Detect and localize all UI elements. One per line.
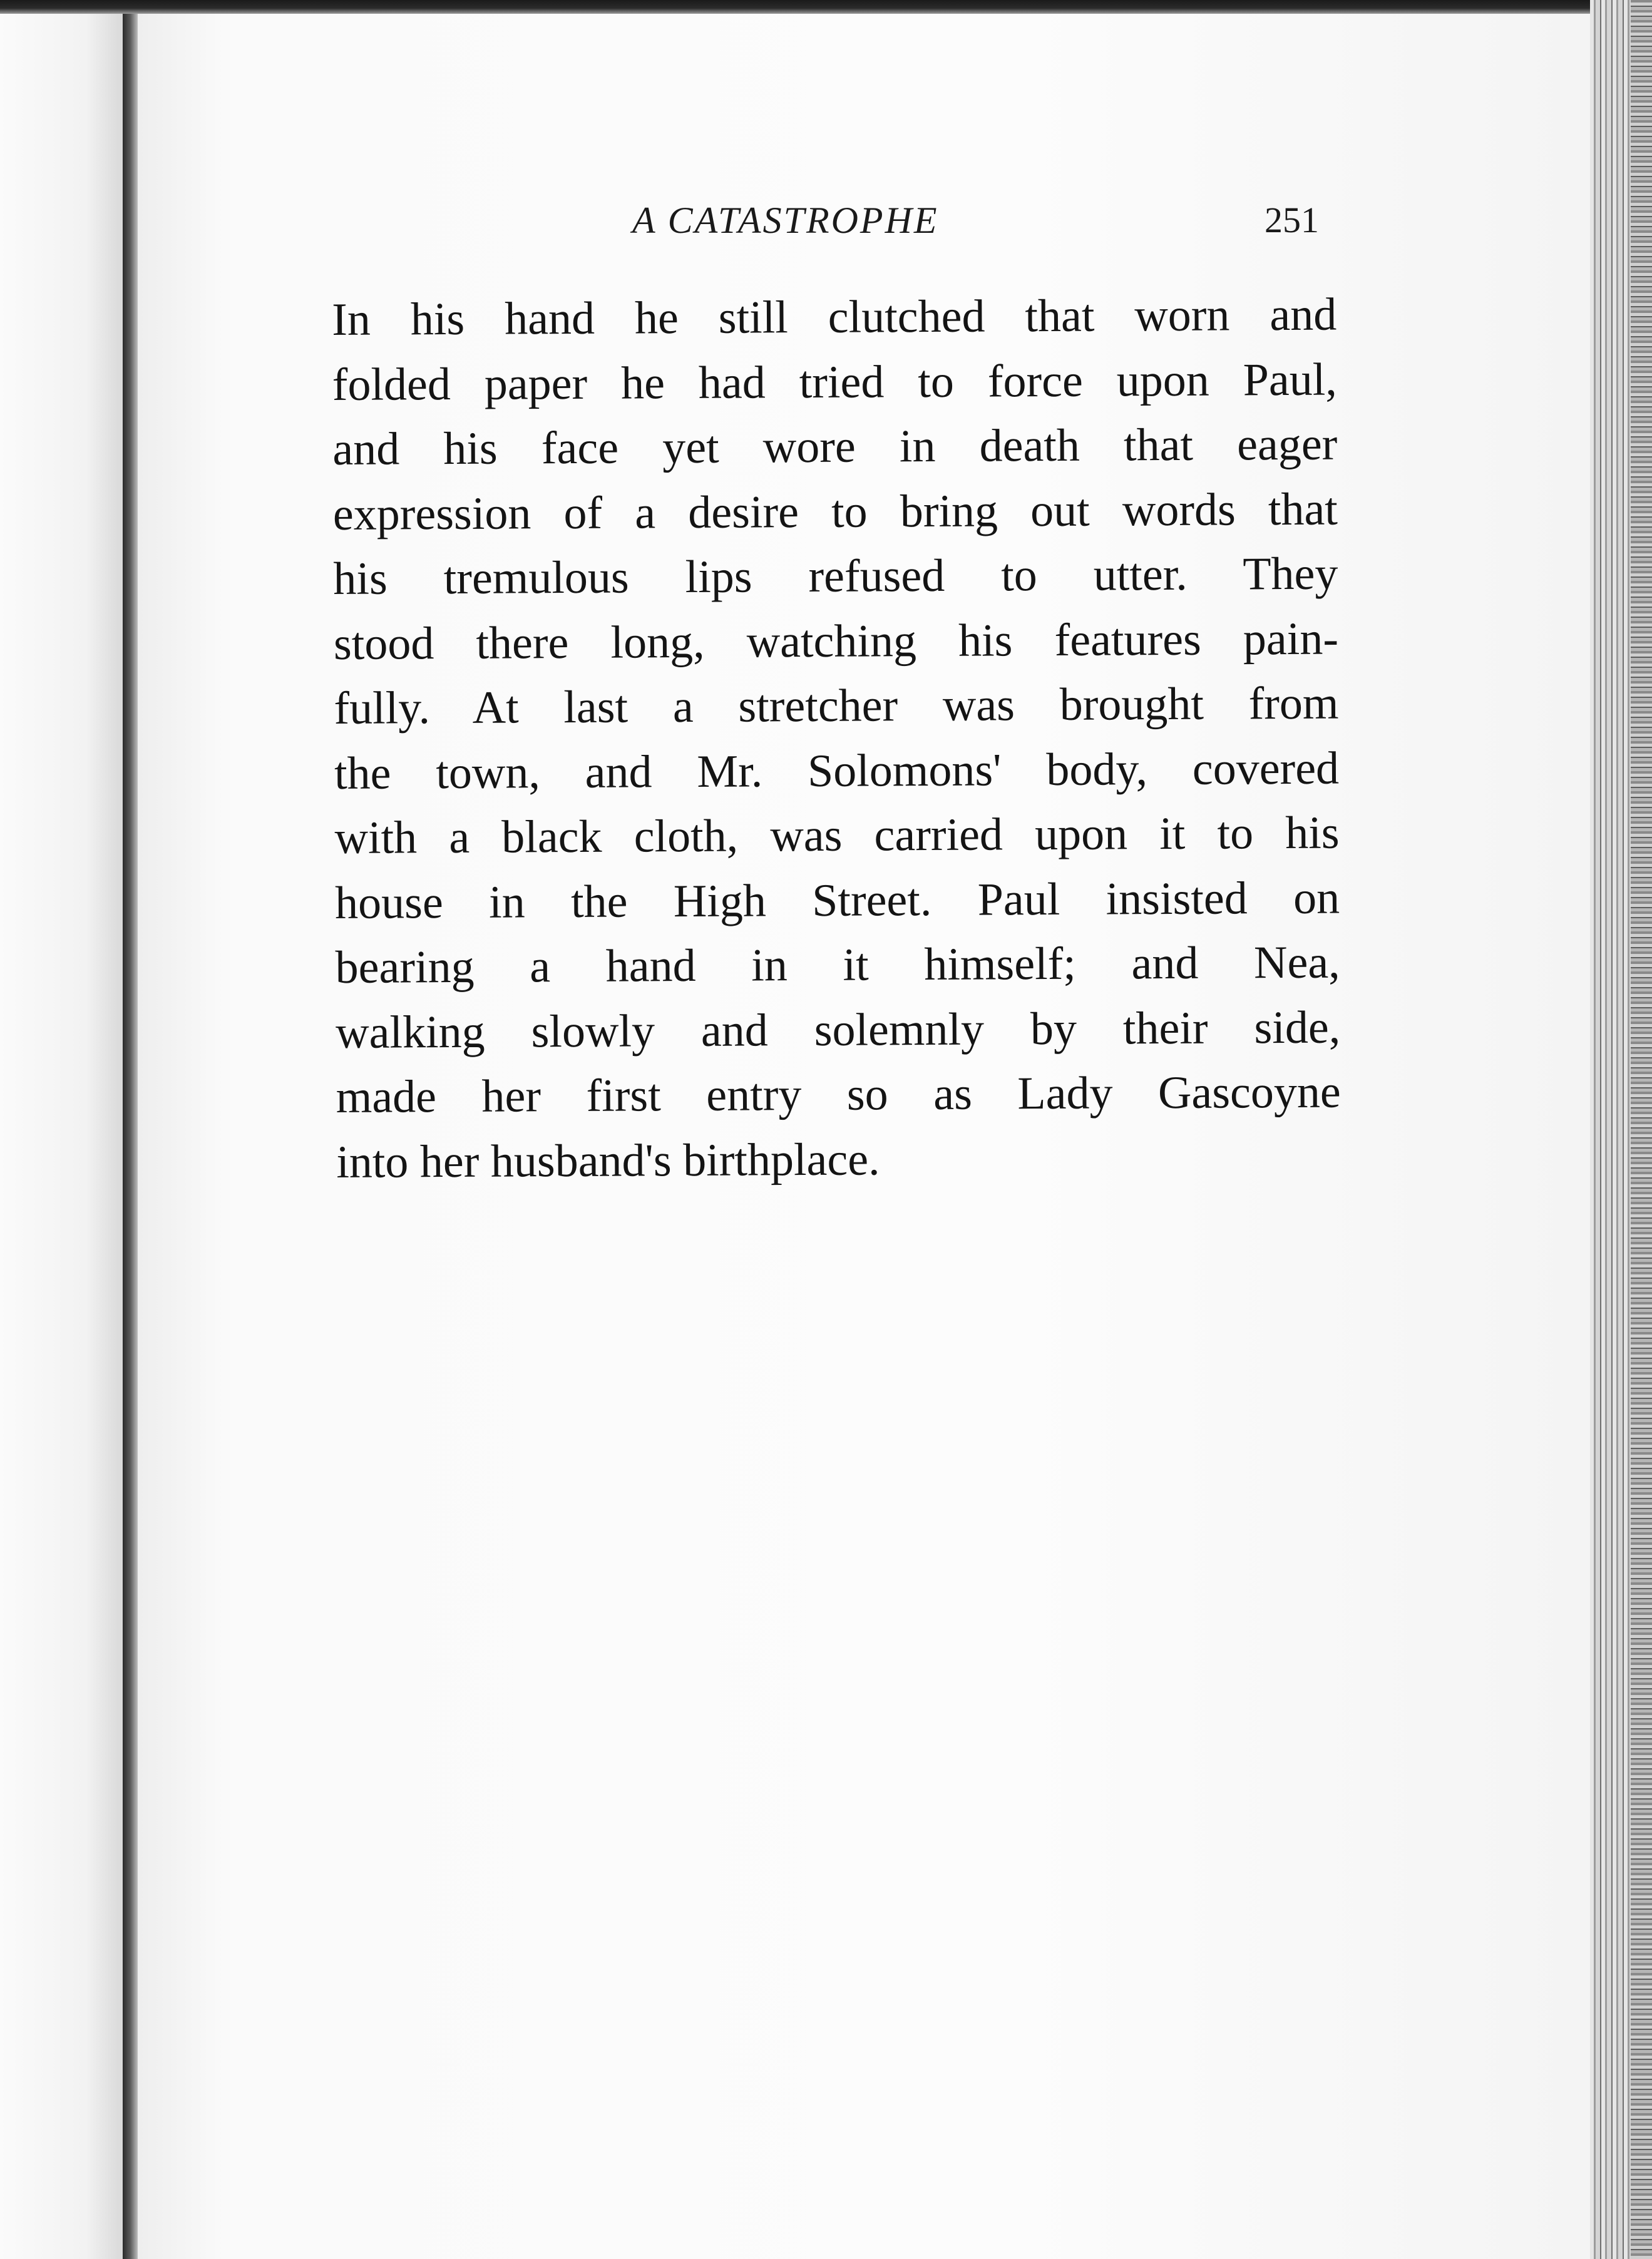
text-line: In his hand he still clutched that worn and	[332, 289, 1337, 346]
text-line: made her first entry so as Lady Gascoyne	[336, 1066, 1341, 1123]
page-stack-edge	[1590, 0, 1652, 2259]
book-gutter	[123, 14, 138, 2259]
facing-page-edge	[0, 14, 123, 2259]
text-line: and his face yet wore in death that eager	[332, 418, 1338, 475]
text-line: stood there long, watching his features pain-	[333, 613, 1339, 670]
text-line: into her husband's birthplace.	[336, 1133, 880, 1188]
scan-top-edge	[0, 0, 1652, 14]
text-line: house in the High Street. Paul insisted on	[334, 872, 1340, 929]
page-number: 251	[1265, 200, 1319, 240]
running-title: A CATASTROPHE	[632, 200, 939, 241]
text-line: folded paper he had tried to force upon Paul,	[332, 354, 1338, 411]
text-line: bearing a hand in it himself; and Nea,	[335, 936, 1340, 993]
text-line: walking slowly and solemnly by their side,	[336, 1001, 1341, 1058]
text-line: with a black cloth, was carried upon it to his	[334, 807, 1340, 864]
text-line: fully. At last a stretcher was brought from	[334, 677, 1339, 734]
text-line: the town, and Mr. Solomons' body, covered	[334, 742, 1340, 799]
body-paragraph	[332, 283, 1342, 1195]
text-line: his tremulous lips refused to utter. They	[333, 548, 1338, 605]
text-line: expression of a desire to bring out words that	[332, 483, 1338, 540]
